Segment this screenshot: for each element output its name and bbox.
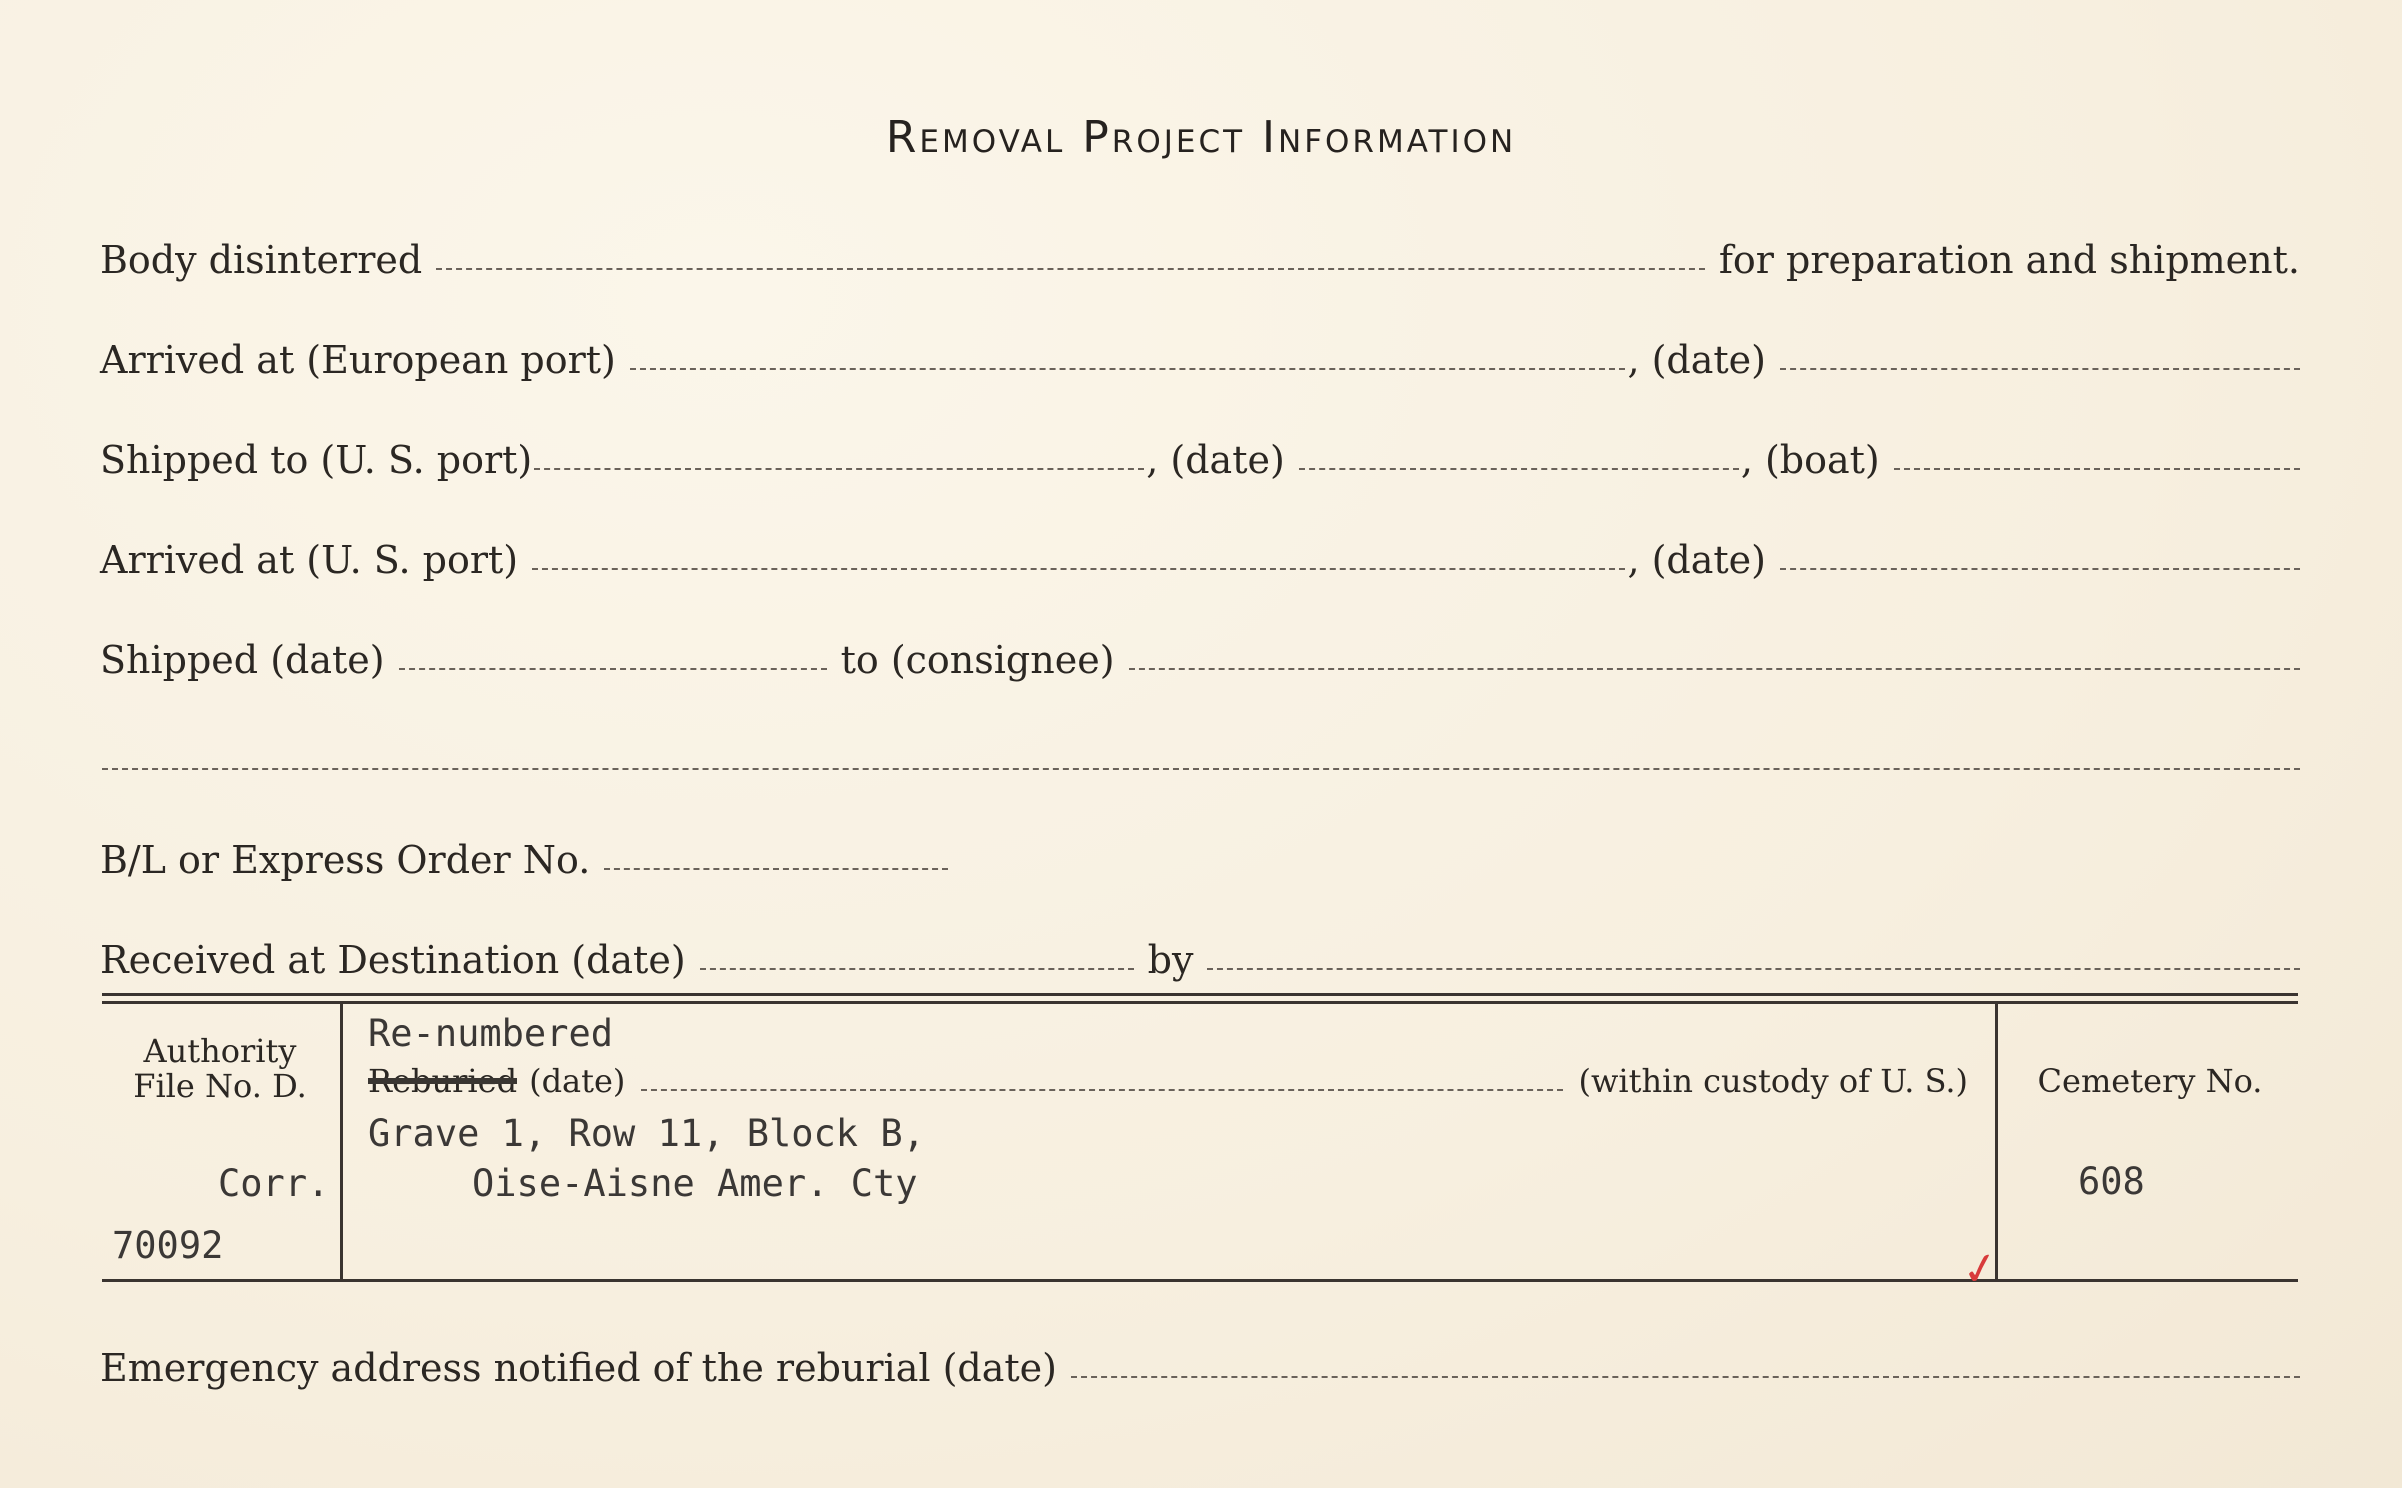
body-disinterred-field[interactable] <box>436 268 1705 270</box>
bl-order-label: B/L or Express Order No. <box>100 838 591 882</box>
cemetery-name: Oise-Aisne Amer. Cty <box>472 1162 918 1205</box>
boat-field[interactable] <box>1894 468 2300 470</box>
consignee-continued-field[interactable] <box>102 768 2300 770</box>
shipped-date-field-2[interactable] <box>399 668 827 670</box>
box-top-rule-2 <box>102 1001 2298 1004</box>
renumbered-text: Re-numbered <box>368 1012 614 1055</box>
for-preparation-label: for preparation and shipment. <box>1718 238 2300 282</box>
authority-label: Authority <box>143 1032 297 1070</box>
box-divider-right <box>1995 1004 1998 1280</box>
reburied-date-field[interactable] <box>641 1089 1562 1091</box>
file-no-label: File No. D. <box>133 1067 307 1105</box>
reburied-struck-label: Reburied <box>368 1062 518 1100</box>
grave-location: Grave 1, Row 11, Block B, <box>368 1112 925 1155</box>
arrived-us-date-field[interactable] <box>1780 568 2300 570</box>
us-port-field[interactable] <box>534 468 1144 470</box>
arrived-us-port-field[interactable] <box>532 568 1625 570</box>
row-arrived-us-port <box>100 522 2300 582</box>
arrived-european-label: Arrived at (European port) <box>100 338 616 382</box>
emergency-date-field[interactable] <box>1071 1376 2300 1378</box>
body-disinterred-label: Body disinterred <box>100 238 423 282</box>
row-arrived-european <box>100 322 2300 382</box>
received-by-field[interactable] <box>1207 968 2300 970</box>
row-shipped-us-port <box>100 422 2300 482</box>
row-shipped-consignee <box>100 622 2300 682</box>
corr-text: Corr. <box>218 1162 330 1205</box>
cemetery-no-label: Cemetery No. <box>2037 1062 2263 1100</box>
bl-order-field[interactable] <box>604 868 948 870</box>
date-label-3: , (date) <box>1627 538 1766 582</box>
european-date-field[interactable] <box>1780 368 2300 370</box>
row-bl-order <box>100 822 2300 882</box>
date-label-2: , (date) <box>1146 438 1285 482</box>
by-label: by <box>1147 938 1194 982</box>
shipped-date-field[interactable] <box>1299 468 1739 470</box>
reburied-line <box>368 1062 1968 1100</box>
row-received-destination <box>100 922 2300 982</box>
custody-label: (within custody of U. S.) <box>1578 1062 1968 1100</box>
emergency-label: Emergency address notified of the reburial (date) <box>100 1346 1057 1390</box>
reburied-date-label: (date) <box>529 1062 626 1100</box>
date-label-1: , (date) <box>1627 338 1766 382</box>
row-emergency <box>100 1330 2300 1390</box>
shipped-us-port-label: Shipped to (U. S. port) <box>100 438 533 482</box>
arrived-us-port-label: Arrived at (U. S. port) <box>100 538 519 582</box>
box-divider-left <box>340 1004 343 1280</box>
form-title: Removal Project Information <box>885 112 1517 163</box>
authority-label-block <box>110 1034 330 1104</box>
boat-label: , (boat) <box>1740 438 1880 482</box>
red-check-mark-icon: ✓ <box>1957 1241 2004 1298</box>
row-body-disinterred <box>100 222 2300 282</box>
received-destination-label: Received at Destination (date) <box>100 938 686 982</box>
received-date-field[interactable] <box>700 968 1134 970</box>
shipped-date-label: Shipped (date) <box>100 638 385 682</box>
file-number: 70092 <box>112 1224 224 1267</box>
to-consignee-label: to (consignee) <box>840 638 1115 682</box>
row-consignee-continued <box>100 722 2300 782</box>
cemetery-number: 608 <box>2078 1160 2145 1203</box>
european-port-field[interactable] <box>630 368 1626 370</box>
box-top-rule-1 <box>102 993 2298 996</box>
consignee-field[interactable] <box>1129 668 2300 670</box>
